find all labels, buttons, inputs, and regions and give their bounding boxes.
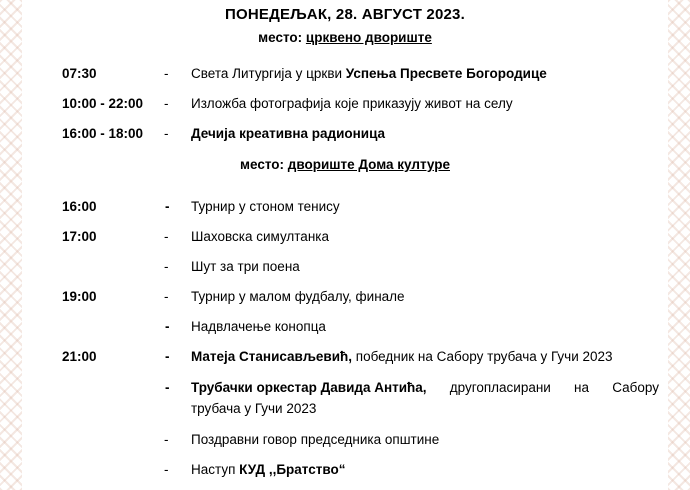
event-description: Света Литургија у цркви Успења Пресвете Богородице [191, 66, 547, 81]
event-description: Изложба фотографија које приказују живот на селу [191, 96, 513, 111]
location-label: место: [258, 30, 303, 45]
schedule-row [0, 229, 690, 249]
schedule-row [0, 380, 690, 400]
event-time: 16:00 [62, 199, 97, 214]
dash: - [164, 126, 169, 141]
dash: - [164, 432, 169, 447]
event-time: 10:00 - 22:00 [62, 96, 144, 111]
schedule-row [0, 199, 690, 219]
event-description: Надвлачење конопца [191, 319, 326, 334]
schedule-row [0, 126, 690, 146]
dash: - [164, 229, 169, 244]
schedule-row [0, 289, 690, 309]
event-description: Турнир у малом фудбалу, финале [191, 289, 405, 304]
dash: - [164, 66, 169, 81]
dash: - [165, 380, 170, 395]
event-time: 16:00 - 18:00 [62, 126, 144, 141]
location-line-church [0, 30, 690, 45]
event-description: Наступ КУД ,,Братство“ [191, 462, 346, 477]
schedule-row [0, 319, 690, 339]
schedule-row [0, 349, 690, 369]
event-description: Матеја Станисављевић, победник на Сабору трубача у Гучи 2023 [191, 349, 613, 364]
schedule-row [0, 432, 690, 452]
schedule-row [0, 96, 690, 116]
location-name: црквено двориште [305, 30, 432, 45]
schedule-row [0, 259, 690, 279]
location-line-culture-house [0, 157, 690, 172]
dash: - [164, 462, 169, 477]
dash: - [164, 289, 169, 304]
event-description: Дечија креативна радионица [191, 126, 386, 141]
event-time: 17:00 [62, 229, 97, 244]
page-title: ПОНЕДЕЉАК, 28. АВГУСТ 2023. [225, 6, 465, 23]
location-label: место: [240, 157, 285, 172]
event-description: Шаховска симултанка [191, 229, 329, 244]
event-time: 19:00 [62, 289, 97, 304]
event-description: Турнир у стоном тенису [191, 199, 340, 214]
schedule-row [0, 66, 690, 86]
dash: - [165, 349, 170, 364]
event-description: Трубачки оркестар Давида Антића, другопласирани на Сабору [191, 380, 659, 395]
schedule-row [0, 462, 690, 482]
dash: - [164, 259, 169, 274]
dash: - [165, 319, 170, 334]
event-time: 07:30 [62, 66, 97, 81]
dash: - [165, 199, 170, 214]
event-description: Поздравни говор председника општине [191, 432, 440, 447]
dash: - [164, 96, 169, 111]
event-description: Шут за три поена [191, 259, 300, 274]
event-description-continued: трубача у Гучи 2023 [191, 401, 317, 416]
event-time: 21:00 [62, 349, 97, 364]
schedule-row-continuation [0, 401, 690, 421]
location-name: двориште Дома културе [287, 157, 450, 172]
